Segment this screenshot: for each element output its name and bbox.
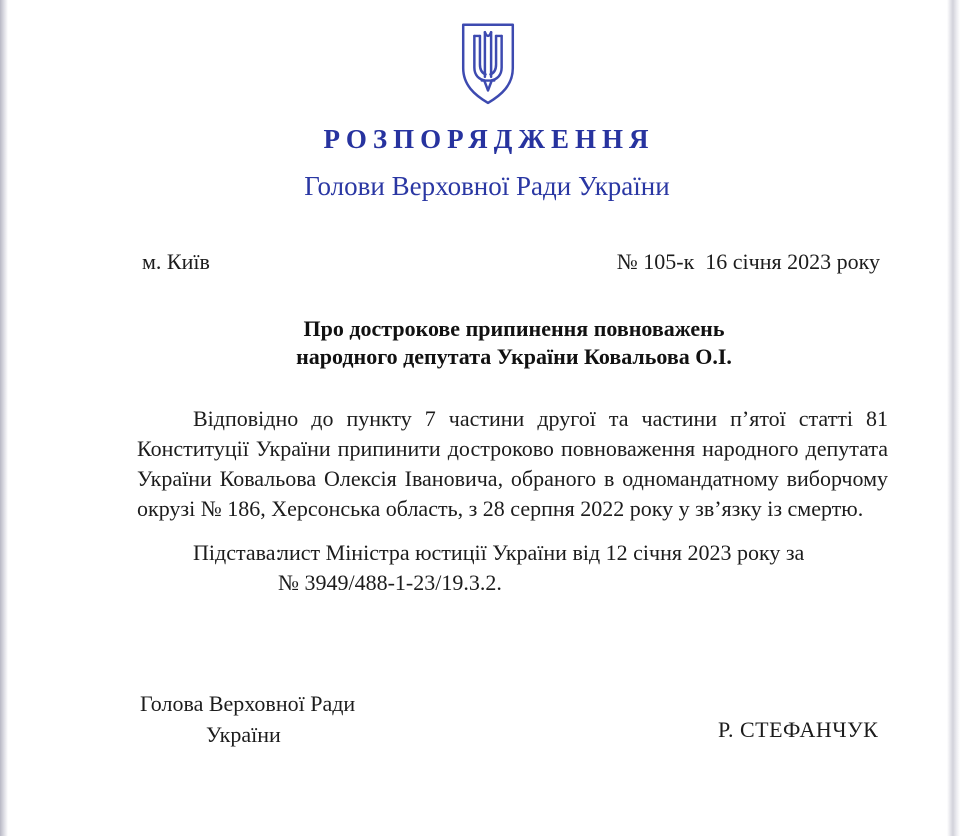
document-title: РОЗПОРЯДЖЕННЯ xyxy=(323,124,655,154)
basis-line-2: № 3949/488-1-23/19.3.2. xyxy=(278,570,502,595)
scan-edge-left xyxy=(0,0,8,836)
signature-role-line-1: Голова Верховної Ради xyxy=(140,691,356,716)
basis-text xyxy=(278,538,873,598)
body-paragraph xyxy=(137,404,888,524)
ukraine-trident-emblem-icon xyxy=(457,20,519,112)
body-line-2: Конституції України припинити достроково повноваження народного депутата xyxy=(137,436,888,461)
signature-role-block xyxy=(140,688,355,750)
body-line-4: окрузі № 186, Херсонська область, з 28 серпня 2022 року у зв’язку із смертю. xyxy=(137,496,864,521)
signature-name: Р. СТЕФАНЧУК xyxy=(718,717,879,742)
document-subtitle: Голови Верховної Ради України xyxy=(304,171,670,201)
body-line-3: України Ковальова Олексія Івановича, обраного в одномандатному виборчому xyxy=(137,466,888,491)
body-line-1: Відповідно до пункту 7 частини другої та частини п’ятої статті 81 xyxy=(193,406,888,431)
dateline xyxy=(142,249,880,275)
subject-line-1: Про дострокове припинення повноважень xyxy=(303,316,725,341)
scan-edge-right xyxy=(947,0,960,836)
basis-section xyxy=(193,538,873,598)
basis-label: Підстава: xyxy=(193,540,282,565)
number-and-date: № 105-к 16 січня 2023 року xyxy=(616,249,880,274)
basis-line-1: лист Міністра юстиції України від 12 січня 2023 року за xyxy=(278,540,805,565)
subject-line-2: народного депутата України Ковальова О.І. xyxy=(296,344,732,369)
subject-heading xyxy=(296,315,732,371)
signature-role-line-2: України xyxy=(206,722,281,747)
place-label: м. Київ xyxy=(142,249,210,274)
